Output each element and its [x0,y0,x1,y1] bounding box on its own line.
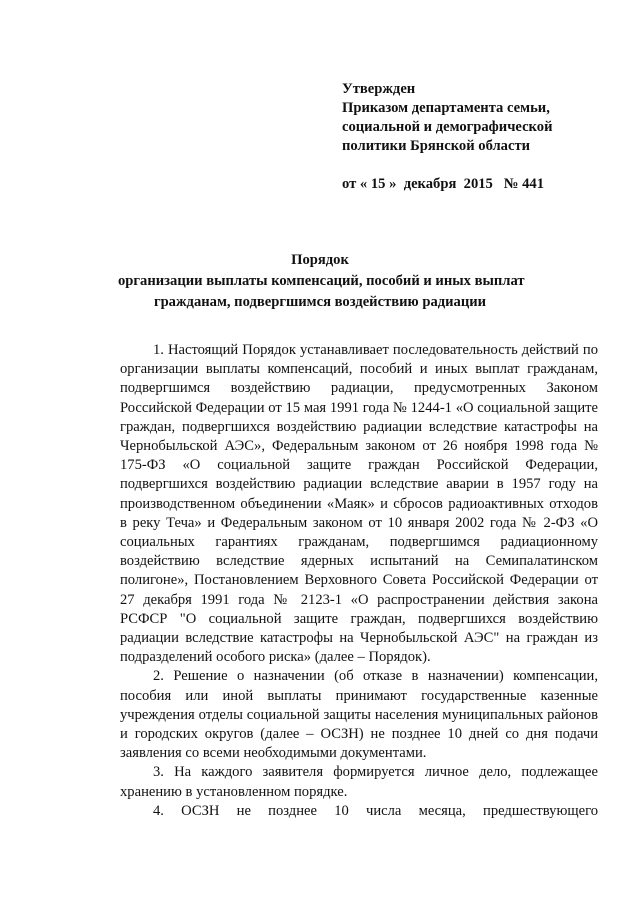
approval-line: Приказом департамента семьи, [342,100,550,116]
title-line: Порядок [291,252,349,268]
document-title [118,250,525,313]
paragraph-1: 1. Настоящий Порядок устанавливает последовательность действий по организации выплаты компенсаций, пособий и иных выплат гражданам, подвергшимся воздействию радиации, предусмотренных Законом Российской Федерации от 15 мая 1991 года № 1244-1 «О социальной защите граждан, подвергшихся воздействию радиации вследствие катастрофы на Чернобыльской АЭС», Федеральным законом от 26 ноября 1998 года № 175-ФЗ «О социальной защите граждан Российской Федерации, подвергшихся воздействию радиации вследствие аварии в 1957 году на производственном объединении «Маяк» и сбросов радиоактивных отходов в реку Теча» и Федеральным законом от 10 января 2002 года № 2-ФЗ «О социальных гарантиях гражданам, подвергшимся радиационному воздействию вследствие ядерных испытаний на Семипалатинском полигоне», Постановлением Верховного Совета Российской Федерации от 27 декабря 1991 года № 2123-1 «О распространении действия закона РСФСР "О социальной защите граждан, подвергшихся воздействию радиации вследствие катастрофы на Чернобыльской АЭС" на граждан из подразделений особого риска» (далее – Порядок). [120,342,598,666]
approval-stamp [342,80,622,194]
title-line: гражданам, подвергшимся воздействию радиации [153,294,487,310]
paragraph-2: 2. Решение о назначении (об отказе в назначении) компенсации, пособия или иной выплаты принимают государственные казенные учреждения отделы социальной защиты населения муниципальных районов и городских округов (далее – ОСЗН) не позднее 10 дней со дня подачи заявления со всеми необходимыми документами. [120,668,598,762]
title-line: организации выплаты компенсаций, пособий и иных выплат [118,273,525,289]
approval-line: политики Брянской области [342,138,531,154]
paragraph-3: 3. На каждого заявителя формируется личное дело, подлежащее хранению в установленном порядке. [120,764,598,800]
approval-date: от « 15 » декабря 2015 № 441 [342,176,544,192]
approval-line: социальной и демографической [342,119,553,135]
approval-line: Утвержден [342,81,416,97]
document-body [120,341,598,821]
paragraph-4: 4. ОСЗН не позднее 10 числа месяца, предшествующего [153,802,598,819]
